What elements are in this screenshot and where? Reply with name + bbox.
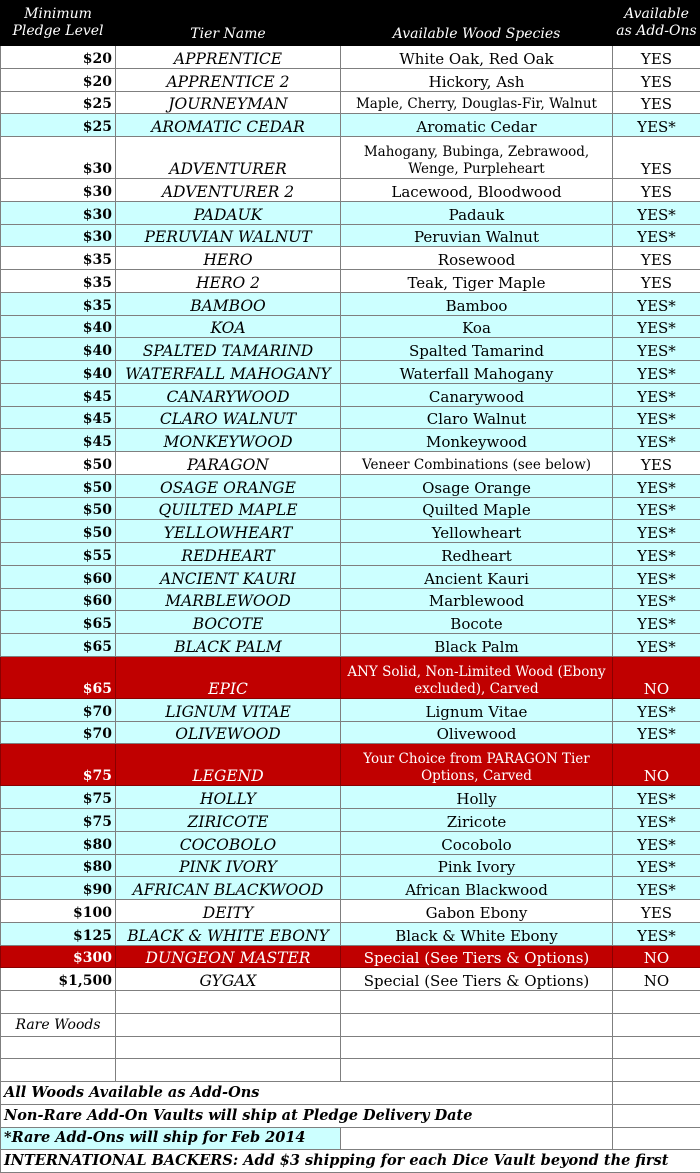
pledge-level-cell: $65 (1, 656, 116, 698)
table-row (1, 247, 700, 270)
table-row (1, 520, 700, 543)
add-on-status-cell: YES (613, 179, 700, 202)
pledge-level-cell: $80 (1, 831, 116, 854)
table-row (1, 91, 700, 114)
table-row (1, 292, 700, 315)
add-on-status-cell: YES* (613, 383, 700, 406)
table-row (1, 922, 700, 945)
add-on-status-cell: NO (613, 656, 700, 698)
table-row (1, 114, 700, 137)
add-on-status-cell: YES* (613, 406, 700, 429)
wood-species-cell: Redheart (341, 543, 613, 566)
add-on-status-cell: YES* (613, 831, 700, 854)
wood-species-cell: Olivewood (341, 721, 613, 744)
add-on-status-cell: YES (613, 270, 700, 293)
wood-species-cell: Cocobolo (341, 831, 613, 854)
pledge-level-cell: $20 (1, 68, 116, 91)
add-on-status-cell: YES (613, 247, 700, 270)
wood-species-cell: African Blackwood (341, 877, 613, 900)
add-on-status-cell: YES* (613, 854, 700, 877)
add-on-status-cell: YES* (613, 429, 700, 452)
header-tier-name: Tier Name (116, 1, 341, 46)
tier-name-cell: YELLOWHEART (116, 520, 341, 543)
pledge-level-cell: $50 (1, 497, 116, 520)
tier-name-cell: PARAGON (116, 452, 341, 475)
wood-species-cell: Claro Walnut (341, 406, 613, 429)
wood-species-cell: Teak, Tiger Maple (341, 270, 613, 293)
tier-name-cell: APPRENTICE 2 (116, 68, 341, 91)
table-row (1, 744, 700, 786)
pledge-level-cell: $70 (1, 698, 116, 721)
tier-name-cell: MARBLEWOOD (116, 588, 341, 611)
tier-name-cell: HOLLY (116, 786, 341, 809)
pledge-level-cell: $1,500 (1, 968, 116, 991)
wood-species-cell: Waterfall Mahogany (341, 361, 613, 384)
note-rare-shipping: *Rare Add-Ons will ship for Feb 2014 (1, 1127, 341, 1150)
table-row (1, 452, 700, 475)
table-row (1, 831, 700, 854)
tier-name-cell: HERO (116, 247, 341, 270)
tier-name-cell: DUNGEON MASTER (116, 945, 341, 968)
note-row (1, 1150, 700, 1173)
table-row (1, 945, 700, 968)
pledge-level-cell: $30 (1, 137, 116, 179)
header-pledge-level: Minimum Pledge Level (1, 1, 116, 46)
table-row (1, 383, 700, 406)
legend-sold-out-tier: Sold Out Tier (1, 1036, 116, 1059)
pledge-level-cell: $45 (1, 429, 116, 452)
table-row (1, 46, 700, 69)
add-on-status-cell: YES (613, 46, 700, 69)
wood-species-cell: Padauk (341, 201, 613, 224)
table-footer (1, 991, 700, 1173)
add-on-status-cell: YES* (613, 809, 700, 832)
wood-species-cell: Monkeywood (341, 429, 613, 452)
pledge-level-cell: $300 (1, 945, 116, 968)
tier-name-cell: SPALTED TAMARIND (116, 338, 341, 361)
table-row (1, 656, 700, 698)
pledge-level-cell: $50 (1, 520, 116, 543)
tier-name-cell: APPRENTICE (116, 46, 341, 69)
tier-name-cell: CANARYWOOD (116, 383, 341, 406)
pledge-level-cell: $50 (1, 452, 116, 475)
wood-species-cell: Ancient Kauri (341, 565, 613, 588)
tier-name-cell: WATERFALL MAHOGANY (116, 361, 341, 384)
wood-species-cell: Osage Orange (341, 474, 613, 497)
pledge-level-cell: $65 (1, 611, 116, 634)
add-on-status-cell: YES* (613, 721, 700, 744)
table-row (1, 611, 700, 634)
note-all-woods-addons: All Woods Available as Add-Ons (1, 1082, 613, 1105)
header-add-ons: Available as Add-Ons (613, 1, 700, 46)
tier-name-cell: PERUVIAN WALNUT (116, 224, 341, 247)
wood-species-cell: Black & White Ebony (341, 922, 613, 945)
add-on-status-cell: YES* (613, 877, 700, 900)
tier-name-cell: COCOBOLO (116, 831, 341, 854)
note-row (1, 1082, 700, 1105)
add-on-status-cell: YES* (613, 224, 700, 247)
add-on-status-cell: YES* (613, 474, 700, 497)
pledge-level-cell: $75 (1, 786, 116, 809)
add-on-status-cell: YES (613, 68, 700, 91)
add-on-status-cell: YES* (613, 698, 700, 721)
wood-species-cell: Gabon Ebony (341, 900, 613, 923)
pledge-level-cell: $30 (1, 201, 116, 224)
pledge-level-cell: $25 (1, 114, 116, 137)
wood-species-cell: White Oak, Red Oak (341, 46, 613, 69)
add-on-status-cell: YES* (613, 315, 700, 338)
pledge-level-cell: $90 (1, 877, 116, 900)
tier-name-cell: LEGEND (116, 744, 341, 786)
wood-species-cell: Maple, Cherry, Douglas-Fir, Walnut (341, 91, 613, 114)
pledge-level-cell: $25 (1, 91, 116, 114)
table-row (1, 877, 700, 900)
wood-species-cell: Quilted Maple (341, 497, 613, 520)
note-international-backers: INTERNATIONAL BACKERS: Add $3 shipping for each Dice Vault beyond the first (1, 1150, 700, 1173)
wood-species-cell: Special (See Tiers & Options) (341, 968, 613, 991)
tier-name-cell: ZIRICOTE (116, 809, 341, 832)
tier-name-cell: BOCOTE (116, 611, 341, 634)
wood-species-cell: Aromatic Cedar (341, 114, 613, 137)
wood-species-cell: Veneer Combinations (see below) (341, 452, 613, 475)
table-row (1, 68, 700, 91)
add-on-status-cell: YES* (613, 634, 700, 657)
wood-species-cell: Bocote (341, 611, 613, 634)
tier-name-cell: BLACK PALM (116, 634, 341, 657)
wood-species-cell: ANY Solid, Non-Limited Wood (Ebony excluded), Carved (341, 656, 613, 698)
wood-species-cell: Bamboo (341, 292, 613, 315)
add-on-status-cell: YES* (613, 611, 700, 634)
wood-species-cell: Rosewood (341, 247, 613, 270)
pledge-level-cell: $70 (1, 721, 116, 744)
add-on-status-cell: YES* (613, 292, 700, 315)
table-row (1, 429, 700, 452)
tier-name-cell: OLIVEWOOD (116, 721, 341, 744)
tier-name-cell: HERO 2 (116, 270, 341, 293)
wood-species-cell: Canarywood (341, 383, 613, 406)
tier-name-cell: REDHEART (116, 543, 341, 566)
add-on-status-cell: YES* (613, 922, 700, 945)
tier-name-cell: CLARO WALNUT (116, 406, 341, 429)
table-row (1, 721, 700, 744)
add-on-status-cell: YES* (613, 543, 700, 566)
table-body (1, 46, 700, 991)
tier-name-cell: ADVENTURER (116, 137, 341, 179)
tier-name-cell: GYGAX (116, 968, 341, 991)
tier-name-cell: ANCIENT KAURI (116, 565, 341, 588)
pledge-level-cell: $40 (1, 338, 116, 361)
tier-name-cell: PADAUK (116, 201, 341, 224)
pledge-level-cell: $40 (1, 315, 116, 338)
table-row (1, 809, 700, 832)
table-row (1, 201, 700, 224)
blank-row (1, 991, 700, 1014)
pledge-level-cell: $75 (1, 744, 116, 786)
pledge-level-cell: $30 (1, 224, 116, 247)
header-wood-species: Available Wood Species (341, 1, 613, 46)
wood-species-cell: Hickory, Ash (341, 68, 613, 91)
tier-name-cell: KOA (116, 315, 341, 338)
table-row (1, 698, 700, 721)
table-row (1, 854, 700, 877)
add-on-status-cell: YES (613, 452, 700, 475)
pledge-level-cell: $55 (1, 543, 116, 566)
legend-row-rare (1, 1013, 700, 1036)
wood-species-cell: Pink Ivory (341, 854, 613, 877)
wood-species-cell: Black Palm (341, 634, 613, 657)
add-on-status-cell: YES* (613, 497, 700, 520)
table-row (1, 137, 700, 179)
tier-name-cell: BAMBOO (116, 292, 341, 315)
table-row (1, 900, 700, 923)
wood-species-cell: Yellowheart (341, 520, 613, 543)
pledge-level-cell: $35 (1, 292, 116, 315)
tier-name-cell: JOURNEYMAN (116, 91, 341, 114)
pledge-level-cell: $80 (1, 854, 116, 877)
wood-species-cell: Marblewood (341, 588, 613, 611)
table-row (1, 315, 700, 338)
pledge-level-cell: $20 (1, 46, 116, 69)
add-on-status-cell: YES* (613, 520, 700, 543)
legend-rare-woods: Rare Woods (1, 1013, 116, 1036)
pledge-level-cell: $125 (1, 922, 116, 945)
pledge-level-cell: $35 (1, 270, 116, 293)
table-row (1, 361, 700, 384)
add-on-status-cell: YES (613, 91, 700, 114)
add-on-status-cell: YES* (613, 565, 700, 588)
tier-name-cell: ADVENTURER 2 (116, 179, 341, 202)
pledge-level-cell: $45 (1, 406, 116, 429)
wood-species-cell: Ziricote (341, 809, 613, 832)
note-non-rare-shipping: Non-Rare Add-On Vaults will ship at Pledge Delivery Date (1, 1104, 613, 1127)
add-on-status-cell: YES (613, 137, 700, 179)
wood-species-cell: Your Choice from PARAGON Tier Options, Carved (341, 744, 613, 786)
table-row (1, 968, 700, 991)
table-row (1, 474, 700, 497)
tier-name-cell: AFRICAN BLACKWOOD (116, 877, 341, 900)
tier-name-cell: DEITY (116, 900, 341, 923)
wood-species-cell: Special (See Tiers & Options) (341, 945, 613, 968)
add-on-status-cell: YES* (613, 201, 700, 224)
pledge-level-cell: $30 (1, 179, 116, 202)
table-row (1, 406, 700, 429)
tier-name-cell: EPIC (116, 656, 341, 698)
wood-species-cell: Mahogany, Bubinga, Zebrawood, Wenge, Purpleheart (341, 137, 613, 179)
wood-species-cell: Holly (341, 786, 613, 809)
table-row (1, 588, 700, 611)
tier-name-cell: LIGNUM VITAE (116, 698, 341, 721)
add-on-status-cell: YES* (613, 786, 700, 809)
table-row (1, 497, 700, 520)
tier-name-cell: OSAGE ORANGE (116, 474, 341, 497)
add-on-status-cell: YES* (613, 114, 700, 137)
tier-name-cell: BLACK & WHITE EBONY (116, 922, 341, 945)
wood-species-cell: Lacewood, Bloodwood (341, 179, 613, 202)
add-on-status-cell: YES* (613, 338, 700, 361)
table-row (1, 338, 700, 361)
wood-species-cell: Spalted Tamarind (341, 338, 613, 361)
tier-name-cell: MONKEYWOOD (116, 429, 341, 452)
table-row (1, 565, 700, 588)
tier-name-cell: PINK IVORY (116, 854, 341, 877)
blank-row (1, 1059, 700, 1082)
wood-species-cell: Koa (341, 315, 613, 338)
table-row (1, 179, 700, 202)
wood-species-cell: Lignum Vitae (341, 698, 613, 721)
pledge-level-cell: $75 (1, 809, 116, 832)
add-on-status-cell: YES* (613, 588, 700, 611)
add-on-status-cell: NO (613, 945, 700, 968)
table-row (1, 224, 700, 247)
add-on-status-cell: NO (613, 744, 700, 786)
table-header (1, 1, 700, 46)
add-on-status-cell: NO (613, 968, 700, 991)
pledge-level-cell: $60 (1, 588, 116, 611)
table-row (1, 634, 700, 657)
pledge-level-cell: $45 (1, 383, 116, 406)
wood-species-cell: Peruvian Walnut (341, 224, 613, 247)
legend-row-sold (1, 1036, 700, 1059)
table-row (1, 543, 700, 566)
pledge-level-cell: $65 (1, 634, 116, 657)
note-row (1, 1127, 700, 1150)
tier-name-cell: QUILTED MAPLE (116, 497, 341, 520)
table-row (1, 270, 700, 293)
note-row (1, 1104, 700, 1127)
add-on-status-cell: YES* (613, 361, 700, 384)
pledge-level-cell: $60 (1, 565, 116, 588)
pledge-level-cell: $100 (1, 900, 116, 923)
tier-name-cell: AROMATIC CEDAR (116, 114, 341, 137)
pledge-level-cell: $50 (1, 474, 116, 497)
pledge-level-cell: $40 (1, 361, 116, 384)
pledge-level-cell: $35 (1, 247, 116, 270)
add-on-status-cell: YES (613, 900, 700, 923)
table-row (1, 786, 700, 809)
